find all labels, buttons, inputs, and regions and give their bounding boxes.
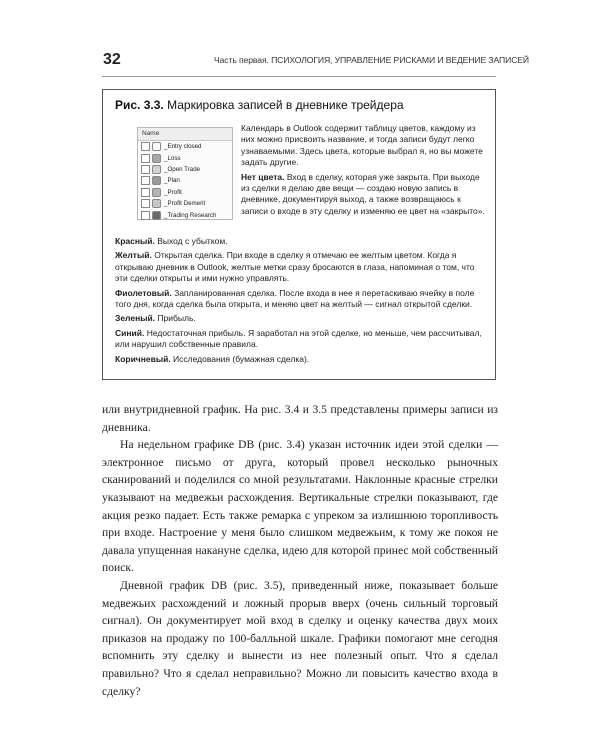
entry-text: Выход с убытком.: [157, 236, 228, 246]
header-rule: [102, 76, 496, 77]
figure-side-column: [241, 123, 489, 220]
entry-text: Вход в сделку, которая уже закрыта. При выходе из сделки я делаю две вещи — создаю новую запись в дневнике, документируя выход, а также возвращаюсь к записи о входе в эту сделку и изменяю ее цвет на «закрыто».: [241, 171, 485, 216]
figure-box: [102, 89, 496, 380]
color-swatch-icon: [152, 176, 161, 185]
category-row: [138, 187, 232, 198]
checkbox-icon: [141, 199, 150, 208]
body-paragraph: На недельном графике DB (рис. 3.4) указан источник идеи этой сделки — электронное письмо от друга, который провел несколько рыночных сканирований и поделился со мной результатами. Наклонные красные стрелки указывают на медвежьи расхождения. Вертикальные стрелки показывают, где акция резко падает. Есть также ремарка с упреком за излишнюю торопливость при входе. Настроение у меня было слишком медвежьим, к тому же покоя не давала упущенная накануне сделка, идею для которой принес мой собственный поиск.: [102, 438, 498, 575]
entry-term: Коричневый.: [115, 353, 171, 364]
body-paragraph: или внутридневной график. На рис. 3.4 и 3.5 представлены примеры записи из дневника.: [102, 403, 498, 434]
entry-green: [115, 313, 487, 324]
category-row: [138, 152, 232, 163]
category-row: [138, 141, 232, 152]
category-label: _Entry closed: [164, 143, 202, 151]
category-label: _Profit: [164, 188, 182, 196]
entry-text: Недостаточная прибыль. Я заработал на этой сделке, но меньше, чем рассчитывал, или нарушил собственные правила.: [115, 327, 482, 350]
checkbox-icon: [141, 188, 150, 197]
entry-purple: [115, 288, 487, 311]
entry-term: Нет цвета.: [241, 171, 285, 182]
page-number: 32: [103, 51, 121, 68]
figure-label: Рис. 3.3.: [115, 98, 164, 112]
color-swatch-icon: [152, 199, 161, 208]
entry-brown: [115, 354, 487, 365]
entry-red: [115, 236, 487, 247]
category-row: [138, 209, 232, 220]
category-panel-header: Name: [138, 128, 232, 141]
entry-text: Исследования (бумажная сделка).: [173, 353, 310, 364]
category-row: [138, 164, 232, 175]
category-label: _Open Trade: [164, 165, 201, 173]
checkbox-icon: [141, 142, 150, 151]
category-label: _Plan: [164, 177, 180, 185]
figure-intro: Календарь в Outlook содержит таблицу цветов, каждому из них можно присвоить название, и тогда записи будут легко узнаваемыми. Здесь цвета, которые выбрал я, но вы можете задать другие.: [241, 123, 483, 168]
checkbox-icon: [141, 176, 150, 185]
entry-term: Желтый.: [115, 250, 152, 261]
figure-caption: Маркировка записей в дневнике трейдера: [167, 98, 404, 112]
entry-no-color: [241, 172, 489, 218]
checkbox-icon: [141, 154, 150, 163]
figure-title: [115, 98, 404, 112]
checkbox-icon: [141, 165, 150, 174]
entry-term: Красный.: [115, 236, 155, 246]
entry-blue: [115, 328, 487, 351]
color-swatch-icon: [152, 154, 161, 163]
color-swatch-icon: [152, 211, 161, 220]
color-swatch-icon: [152, 142, 161, 151]
color-swatch-icon: [152, 165, 161, 174]
body-text: [102, 401, 498, 700]
entry-yellow: [115, 250, 487, 284]
figure-wide-column: [115, 236, 487, 368]
entry-text: Открытая сделка. При входе в сделку я отмечаю ее желтым цветом. Когда я открываю дневник в Outlook, желтые метки сразу бросаются в глаза, напоминая о том, что эти сделки открыты и ими нужно управлять.: [115, 250, 475, 284]
category-panel: [137, 127, 233, 220]
entry-text: Запланированная сделка. После входа в нее я перетаскиваю ячейку в поле того дня, когда сделка была открыта, и меняю цвет на желтый — сигнал открытой сделки.: [115, 287, 475, 310]
category-row: [138, 198, 232, 209]
color-swatch-icon: [152, 188, 161, 197]
body-paragraph: Дневной график DB (рис. 3.5), приведенный ниже, показывает больше медвежьих расхождений и ложный прорыв вверх (очень сильный торговый сигнал). Он документирует мой вход в сделку и оценку качества двух моих приказов на продажу по 100-балльной шкале. Графики помогают мне сегодня вспомнить эту сделку и вынести из нее полезный опыт. Что я сделал правильно? Что я сделал неправильно? Можно ли повысить качество входа в сделку?: [102, 578, 498, 698]
running-head: Часть первая. ПСИХОЛОГИЯ, УПРАВЛЕНИЕ РИСКАМИ И ВЕДЕНИЕ ЗАПИСЕЙ: [214, 55, 530, 65]
category-label: _Trading Research: [164, 211, 217, 219]
entry-term: Зеленый.: [115, 313, 156, 324]
entry-text: Прибыль.: [157, 313, 196, 324]
entry-term: Фиолетовый.: [115, 287, 172, 298]
checkbox-icon: [141, 211, 150, 220]
entry-term: Синий.: [115, 327, 145, 338]
category-label: _Loss: [164, 154, 181, 162]
category-row: [138, 175, 232, 186]
category-label: _Profit Demerit: [164, 200, 206, 208]
